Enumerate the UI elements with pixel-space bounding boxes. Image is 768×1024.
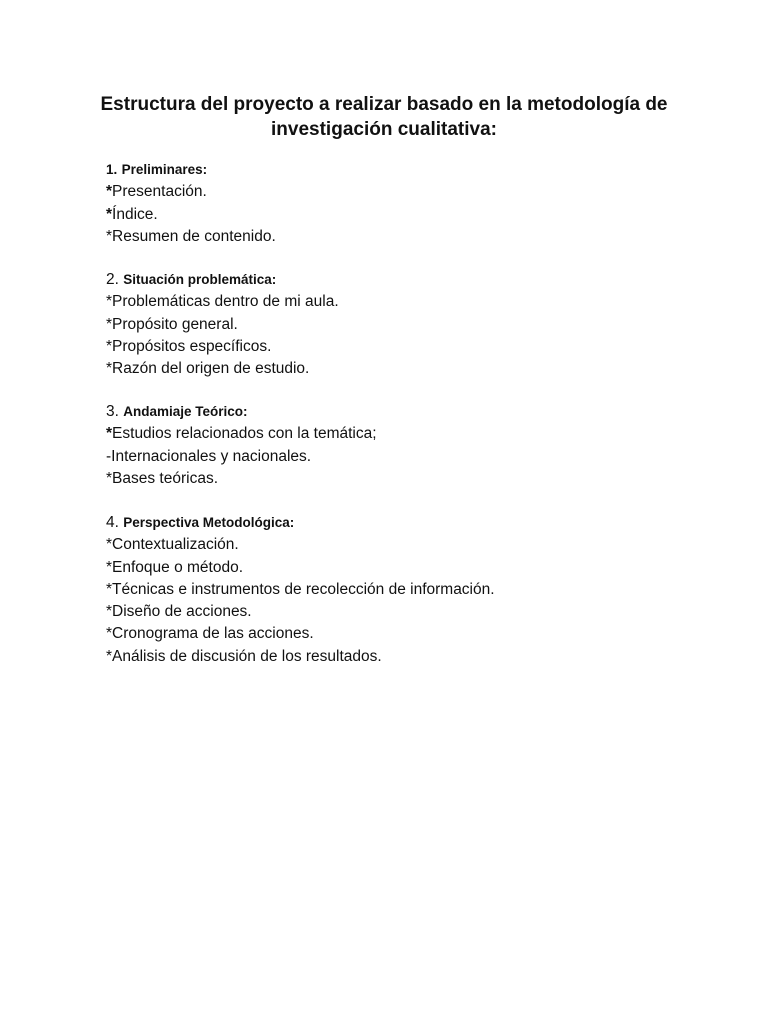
- list-item: *Bases teóricas.: [106, 469, 218, 487]
- bold-asterisk: *: [106, 205, 113, 223]
- section-heading: [106, 512, 706, 534]
- list-item: -Internacionales y nacionales.: [106, 447, 312, 465]
- document-title-line-1: Estructura del proyecto a realizar basado en la metodología de: [100, 94, 668, 115]
- document-title: [84, 92, 684, 142]
- document-title-line-2: investigación cualitativa:: [271, 119, 497, 140]
- list-item-text: Estudios relacionados con la temática;: [112, 425, 377, 443]
- section-preliminares: [106, 159, 706, 248]
- section-number: 4.: [106, 514, 119, 531]
- list-item: *Contextualización.: [106, 536, 239, 554]
- bold-asterisk: *: [106, 425, 113, 443]
- list-item: *Técnicas e instrumentos de recolección de información.: [106, 580, 495, 598]
- section-heading: [106, 401, 706, 423]
- list-item: *Razón del origen de estudio.: [106, 360, 310, 378]
- list-item: *Problemáticas dentro de mi aula.: [106, 293, 339, 311]
- section-number: 2.: [106, 271, 119, 288]
- list-item: [106, 204, 706, 226]
- section-title: Situación problemática:: [123, 272, 277, 287]
- section-heading: [106, 159, 706, 181]
- bold-asterisk: *: [106, 183, 113, 201]
- list-item-text: Índice.: [112, 205, 158, 223]
- section-title: Perspectiva Metodológica:: [123, 515, 295, 530]
- list-item: *Propósito general.: [106, 315, 238, 333]
- section-title: Andamiaje Teórico:: [123, 404, 248, 419]
- list-item: *Resumen de contenido.: [106, 227, 276, 245]
- list-item-text: Presentación.: [112, 183, 207, 201]
- section-heading: [106, 269, 706, 291]
- section-title: Preliminares:: [121, 162, 208, 177]
- list-item: [106, 423, 706, 445]
- list-item: *Propósitos específicos.: [106, 337, 272, 355]
- list-item: *Enfoque o método.: [106, 558, 244, 576]
- list-item: [106, 181, 706, 203]
- list-item: *Diseño de acciones.: [106, 603, 252, 621]
- list-item: *Análisis de discusión de los resultados.: [106, 647, 382, 665]
- list-item: *Cronograma de las acciones.: [106, 625, 314, 643]
- section-number: 1.: [106, 162, 118, 177]
- section-perspectiva-metodologica: [106, 512, 706, 668]
- section-number: 3.: [106, 403, 119, 420]
- section-andamiaje-teorico: [106, 401, 706, 490]
- section-situacion-problematica: [106, 269, 706, 380]
